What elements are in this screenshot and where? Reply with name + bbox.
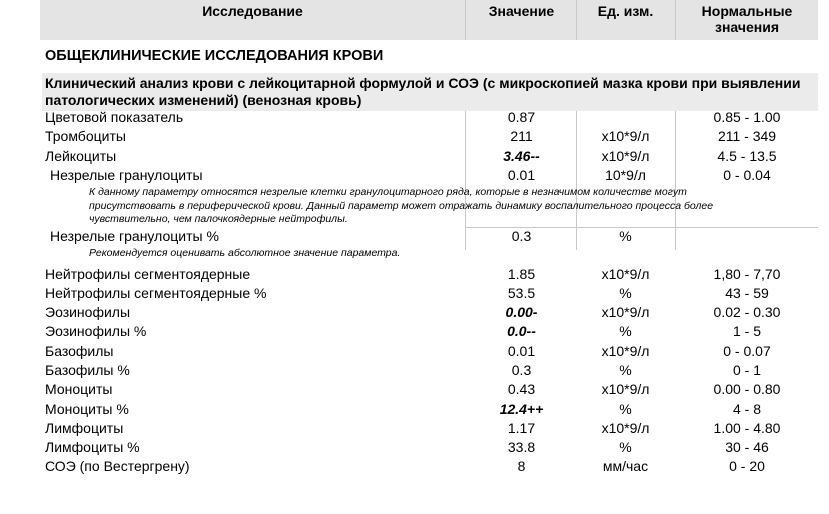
result-row xyxy=(0,227,829,246)
result-row xyxy=(0,438,829,457)
test-value: 8 xyxy=(517,458,526,474)
header-reference: Нормальные значения xyxy=(701,3,793,35)
result-row xyxy=(0,361,829,380)
test-unit: x10*9/л xyxy=(601,148,650,164)
result-row xyxy=(0,284,829,303)
result-row xyxy=(0,108,829,127)
test-value: 1.85 xyxy=(507,266,536,282)
result-row xyxy=(0,127,829,146)
result-row xyxy=(0,166,829,185)
test-unit: x10*9/л xyxy=(601,128,650,144)
test-reference: 1.00 - 4.80 xyxy=(713,420,781,436)
test-reference: 0 - 20 xyxy=(729,458,765,474)
test-name: Нейтрофилы сегментоядерные xyxy=(45,266,251,282)
grid-line xyxy=(675,0,676,40)
note-line: присутствовать в периферической крови. Данный параметр может отражать динамику воспалительного процесса более xyxy=(89,199,714,212)
result-row xyxy=(0,457,829,476)
test-reference: 0 - 0.04 xyxy=(723,167,771,183)
test-unit: % xyxy=(619,362,632,378)
test-unit: % xyxy=(619,323,632,339)
note-line: К данному параметру относятся незрелые клетки гранулоцитарного ряда, которые в незначимом количестве могут xyxy=(89,186,687,198)
test-reference: 0 - 1 xyxy=(732,362,761,378)
result-row xyxy=(0,147,829,166)
test-unit: 10*9/л xyxy=(605,167,646,183)
header-test: Исследование xyxy=(202,3,303,19)
test-unit: % xyxy=(619,439,632,455)
test-unit: % xyxy=(619,285,632,301)
test-name: Базофилы xyxy=(45,343,114,359)
result-row xyxy=(0,265,829,284)
test-value: 0.01 xyxy=(507,343,536,359)
header-value: Значение xyxy=(488,3,555,19)
test-value: 33.8 xyxy=(507,439,536,455)
grid-line xyxy=(576,0,577,40)
test-value: 0.01 xyxy=(507,167,536,183)
test-name: Базофилы % xyxy=(45,362,130,378)
test-unit: % xyxy=(619,228,632,244)
test-value-abnormal: 0.0-- xyxy=(507,323,536,339)
test-name: Моноциты % xyxy=(45,401,129,417)
panel-title: Клинический анализ крови с лейкоцитарной формулой и СОЭ (с микроскопией мазка крови при выявлении патологических изменений) (венозная кровь) xyxy=(42,73,818,111)
test-value: 0.3 xyxy=(511,362,532,378)
test-unit: x10*9/л xyxy=(601,343,650,359)
test-reference: 0.85 - 1.00 xyxy=(713,109,781,125)
test-value: 53.5 xyxy=(507,285,536,301)
section-title: ОБЩЕКЛИНИЧЕСКИЕ ИССЛЕДОВАНИЯ КРОВИ xyxy=(45,48,384,64)
test-value: 0.87 xyxy=(507,109,536,125)
result-row xyxy=(0,342,829,361)
test-reference: 0 - 0.07 xyxy=(723,343,771,359)
test-unit: x10*9/л xyxy=(601,304,650,320)
test-name: Лимфоциты % xyxy=(45,439,140,455)
test-value-abnormal: 3.46-- xyxy=(503,148,540,164)
test-reference: 4 - 8 xyxy=(732,401,761,417)
test-name: Тромбоциты xyxy=(45,128,126,144)
test-unit: мм/час xyxy=(602,458,649,474)
note-immature-granulocytes-pct: Рекомендуется оценивать абсолютное значение параметра. xyxy=(89,247,401,259)
test-value: 1.17 xyxy=(507,420,536,436)
result-row xyxy=(0,400,829,419)
result-row xyxy=(0,380,829,399)
test-reference: 4.5 - 13.5 xyxy=(717,148,777,164)
test-unit: x10*9/л xyxy=(601,381,650,397)
test-value: 211 xyxy=(510,128,533,144)
test-unit: x10*9/л xyxy=(601,266,650,282)
result-row xyxy=(0,419,829,438)
test-reference: 43 - 59 xyxy=(725,285,769,301)
test-name: Лейкоциты xyxy=(45,148,117,164)
test-unit: x10*9/л xyxy=(601,420,650,436)
test-reference: 30 - 46 xyxy=(725,439,769,455)
result-row xyxy=(0,303,829,322)
test-name: Лимфоциты xyxy=(45,420,124,436)
test-value: 0.43 xyxy=(507,381,536,397)
result-row xyxy=(0,322,829,341)
test-value: 0.3 xyxy=(511,228,532,244)
test-name: Моноциты xyxy=(45,381,113,397)
test-value-abnormal: 12.4++ xyxy=(499,401,544,417)
test-unit: % xyxy=(619,401,632,417)
test-reference: 1,80 - 7,70 xyxy=(713,266,781,282)
note-immature-granulocytes xyxy=(89,186,819,227)
note-line: чувствительно, чем палочкоядерные нейтрофилы. xyxy=(89,213,348,225)
header-unit: Ед. изм. xyxy=(597,3,654,19)
test-name: Незрелые гранулоциты xyxy=(50,167,203,183)
test-value-abnormal: 0.00- xyxy=(505,304,538,320)
test-name: Эозинофилы xyxy=(45,304,131,320)
test-reference: 0.02 - 0.30 xyxy=(713,304,781,320)
test-name: СОЭ (по Вестергрену) xyxy=(45,458,190,474)
test-name: Незрелые гранулоциты % xyxy=(50,228,219,244)
test-name: Эозинофилы % xyxy=(45,323,147,339)
grid-line xyxy=(465,0,466,40)
test-reference: 1 - 5 xyxy=(732,323,761,339)
test-reference: 0.00 - 0.80 xyxy=(713,381,781,397)
test-name: Нейтрофилы сегментоядерные % xyxy=(45,285,267,301)
test-reference: 211 - 349 xyxy=(717,128,777,144)
test-name: Цветовой показатель xyxy=(45,109,184,125)
